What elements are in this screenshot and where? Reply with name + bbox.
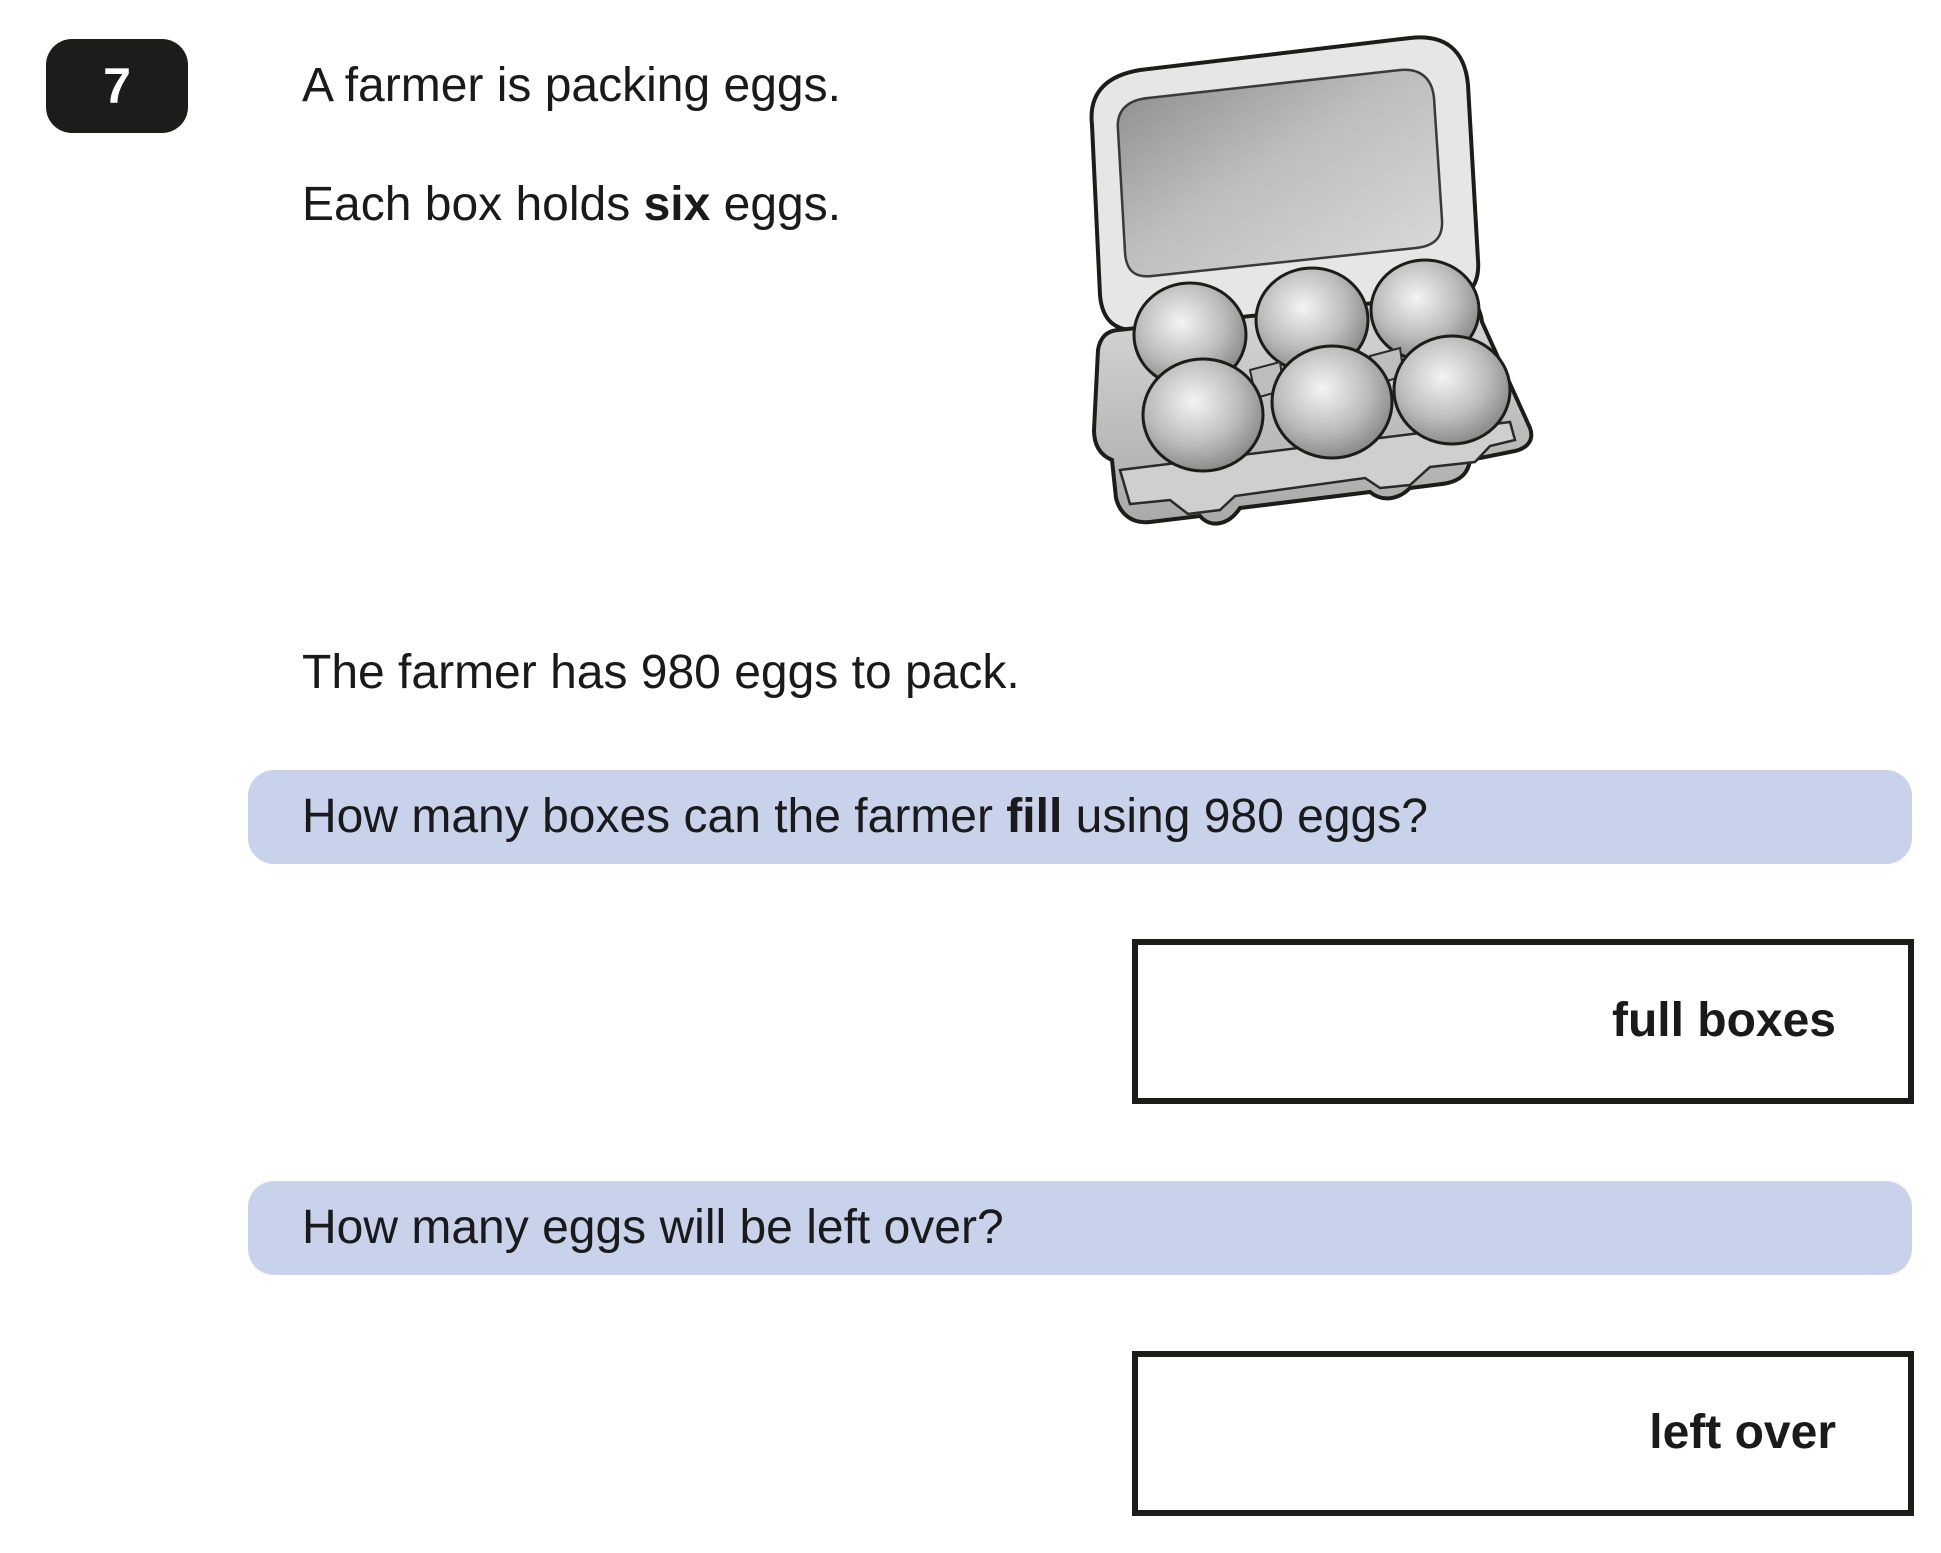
intro-line-1: A farmer is packing eggs. [302,59,841,112]
question-part-b-bar [248,1181,1912,1275]
part-a-after: using 980 eggs? [1062,790,1428,843]
intro-line-2-before: Each box holds [302,178,644,231]
answer-box-full-boxes[interactable] [1132,939,1914,1104]
egg-box-icon [1070,30,1560,540]
intro-line-2 [302,175,841,235]
question-number: 7 [103,58,131,114]
question-part-b-text: How many eggs will be left over? [302,1201,1004,1254]
question-part-a-bar [248,770,1912,864]
answer-unit-left-over: left over [1649,1406,1836,1459]
answer-unit-full-boxes: full boxes [1611,994,1836,1047]
question-number-badge [46,39,188,133]
answer-box-left-over[interactable] [1132,1351,1914,1516]
intro-line-2-bold: six [643,178,711,231]
part-a-before: How many boxes can the farmer [302,790,1007,843]
question-part-a-text [302,787,1428,847]
intro-line-2-after: eggs. [710,178,842,231]
context-text: The farmer has 980 eggs to pack. [302,646,1020,699]
part-a-bold: fill [1006,790,1063,843]
